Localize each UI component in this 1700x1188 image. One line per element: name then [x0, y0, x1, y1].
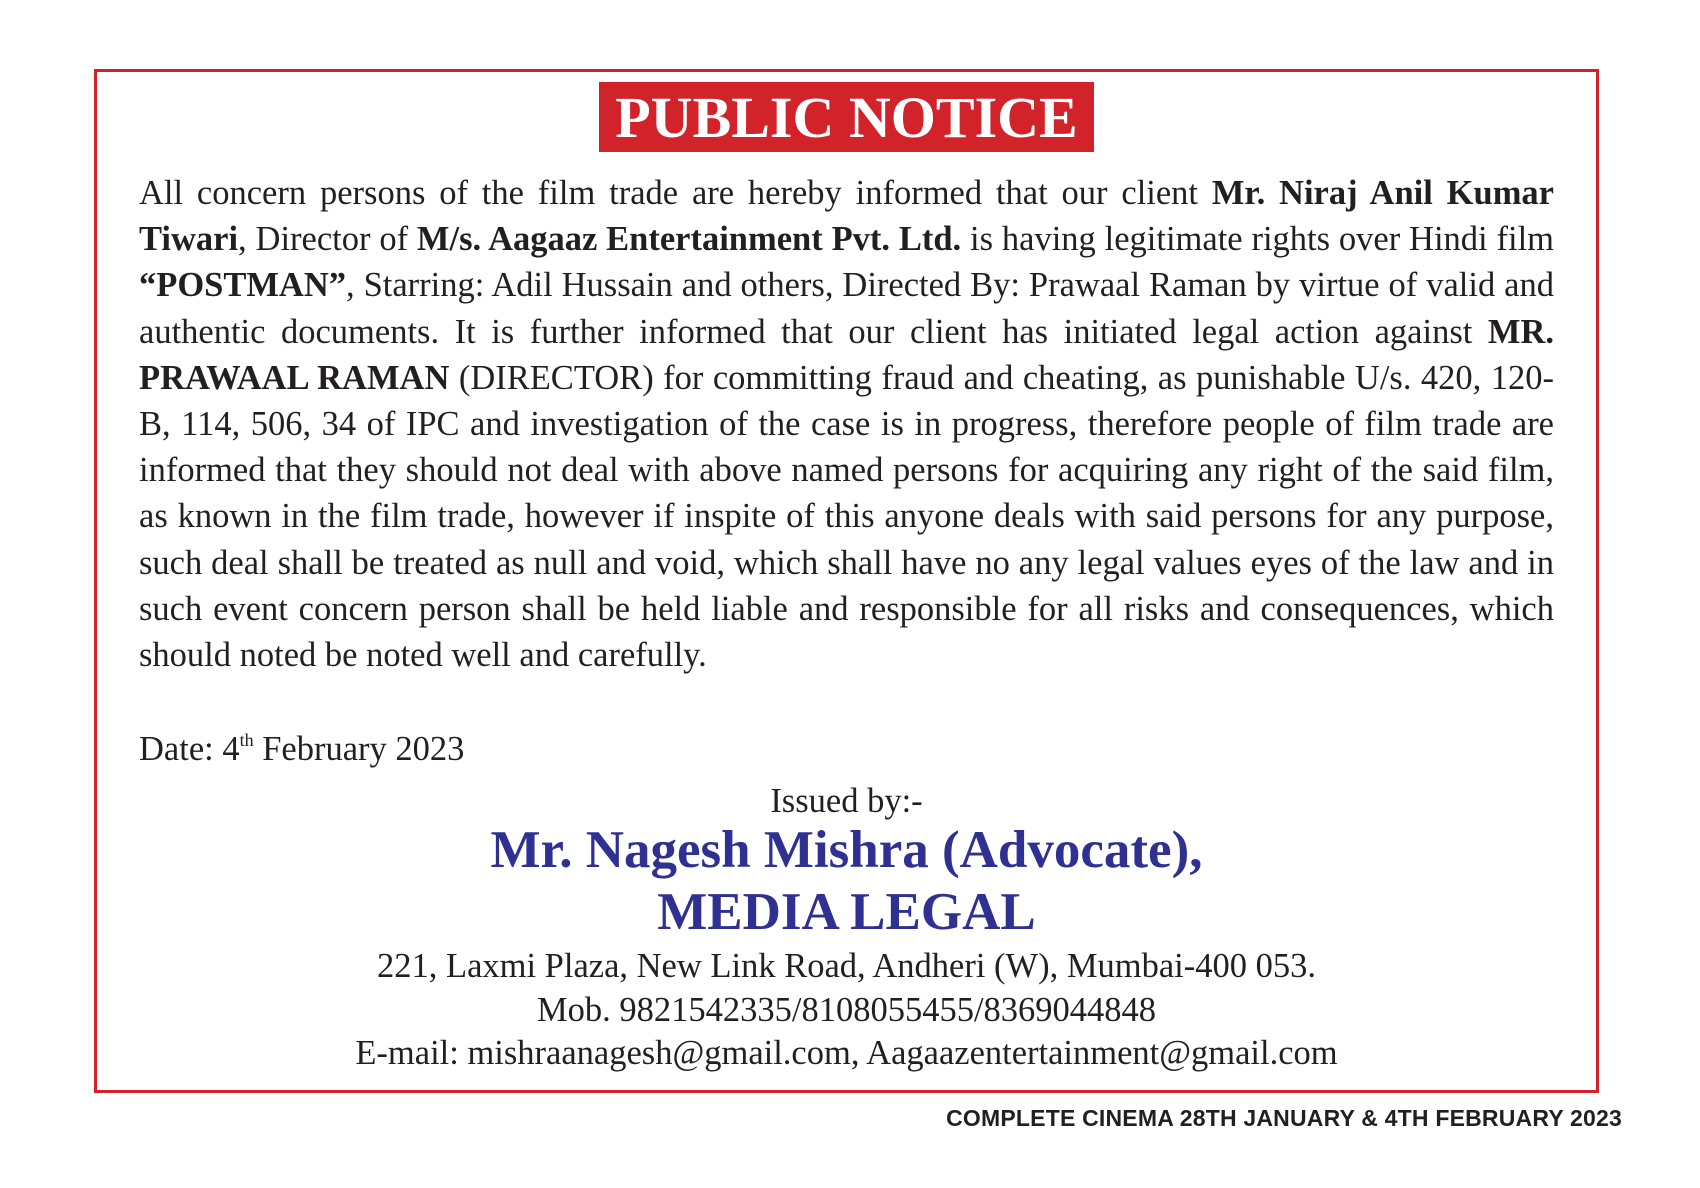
- date-ordinal-suffix: th: [239, 730, 254, 750]
- body-rights-text: is having legitimate rights over Hindi film: [961, 220, 1554, 259]
- publication-credit: COMPLETE CINEMA 28TH JANUARY & 4TH FEBRUARY 2023: [946, 1105, 1622, 1131]
- issuer-address: 221, Laxmi Plaza, New Link Road, Andheri (W), Mumbai-400 053.: [377, 947, 1316, 985]
- date-label: Date: 4: [139, 730, 240, 768]
- public-notice-frame: [94, 69, 1599, 1093]
- film-title: “POSTMAN”: [139, 266, 346, 305]
- company-name: M/s. Aagaaz Entertainment Pvt. Ltd.: [416, 220, 962, 259]
- advocate-name: Mr. Nagesh Mishra (Advocate),: [490, 821, 1203, 879]
- client-name: Mr. Niraj Anil Kumar Tiwari: [139, 174, 1554, 259]
- body-closing: (DIRECTOR) for committing fraud and cheating, as punishable U/s. 420, 120-B, 114, 506, 34 of IPC and investigation of the case is in progress, therefore people of film trade are informed that they should not deal with above named persons for acquiring any right of the said film, as known in the film trade, however if inspite of this anyone deals with said persons for any purpose, such deal shall be treated as null and void, which shall have no any legal values eyes of the law and in such event concern person shall be held liable and responsible for all risks and consequences, which should noted be noted well and carefully.: [139, 358, 1554, 675]
- issuer-mobile: Mob. 9821542335/8108055455/8369044848: [536, 991, 1157, 1029]
- accused-name: MR. PRAWAAL RAMAN: [139, 312, 1554, 397]
- notice-title: PUBLIC NOTICE: [599, 82, 1093, 152]
- body-director-of: , Director of: [238, 220, 417, 259]
- body-film-details: , Starring: Adil Hussain and others, Directed By: Prawaal Raman by virtue of valid and authentic documents. It is further informed that our client has initiated legal action against: [139, 266, 1554, 351]
- issuer-email: E-mail: mishraanagesh@gmail.com, Aagaazentertainment@gmail.com: [355, 1034, 1338, 1072]
- firm-name: MEDIA LEGAL: [657, 883, 1036, 941]
- notice-body: [139, 170, 1554, 678]
- date-rest: February 2023: [253, 730, 465, 768]
- notice-header: [97, 82, 1596, 152]
- body-intro: All concern persons of the film trade are hereby informed that our client: [139, 174, 1212, 212]
- issued-by-label: Issued by:-: [770, 782, 923, 820]
- notice-date: [139, 726, 464, 772]
